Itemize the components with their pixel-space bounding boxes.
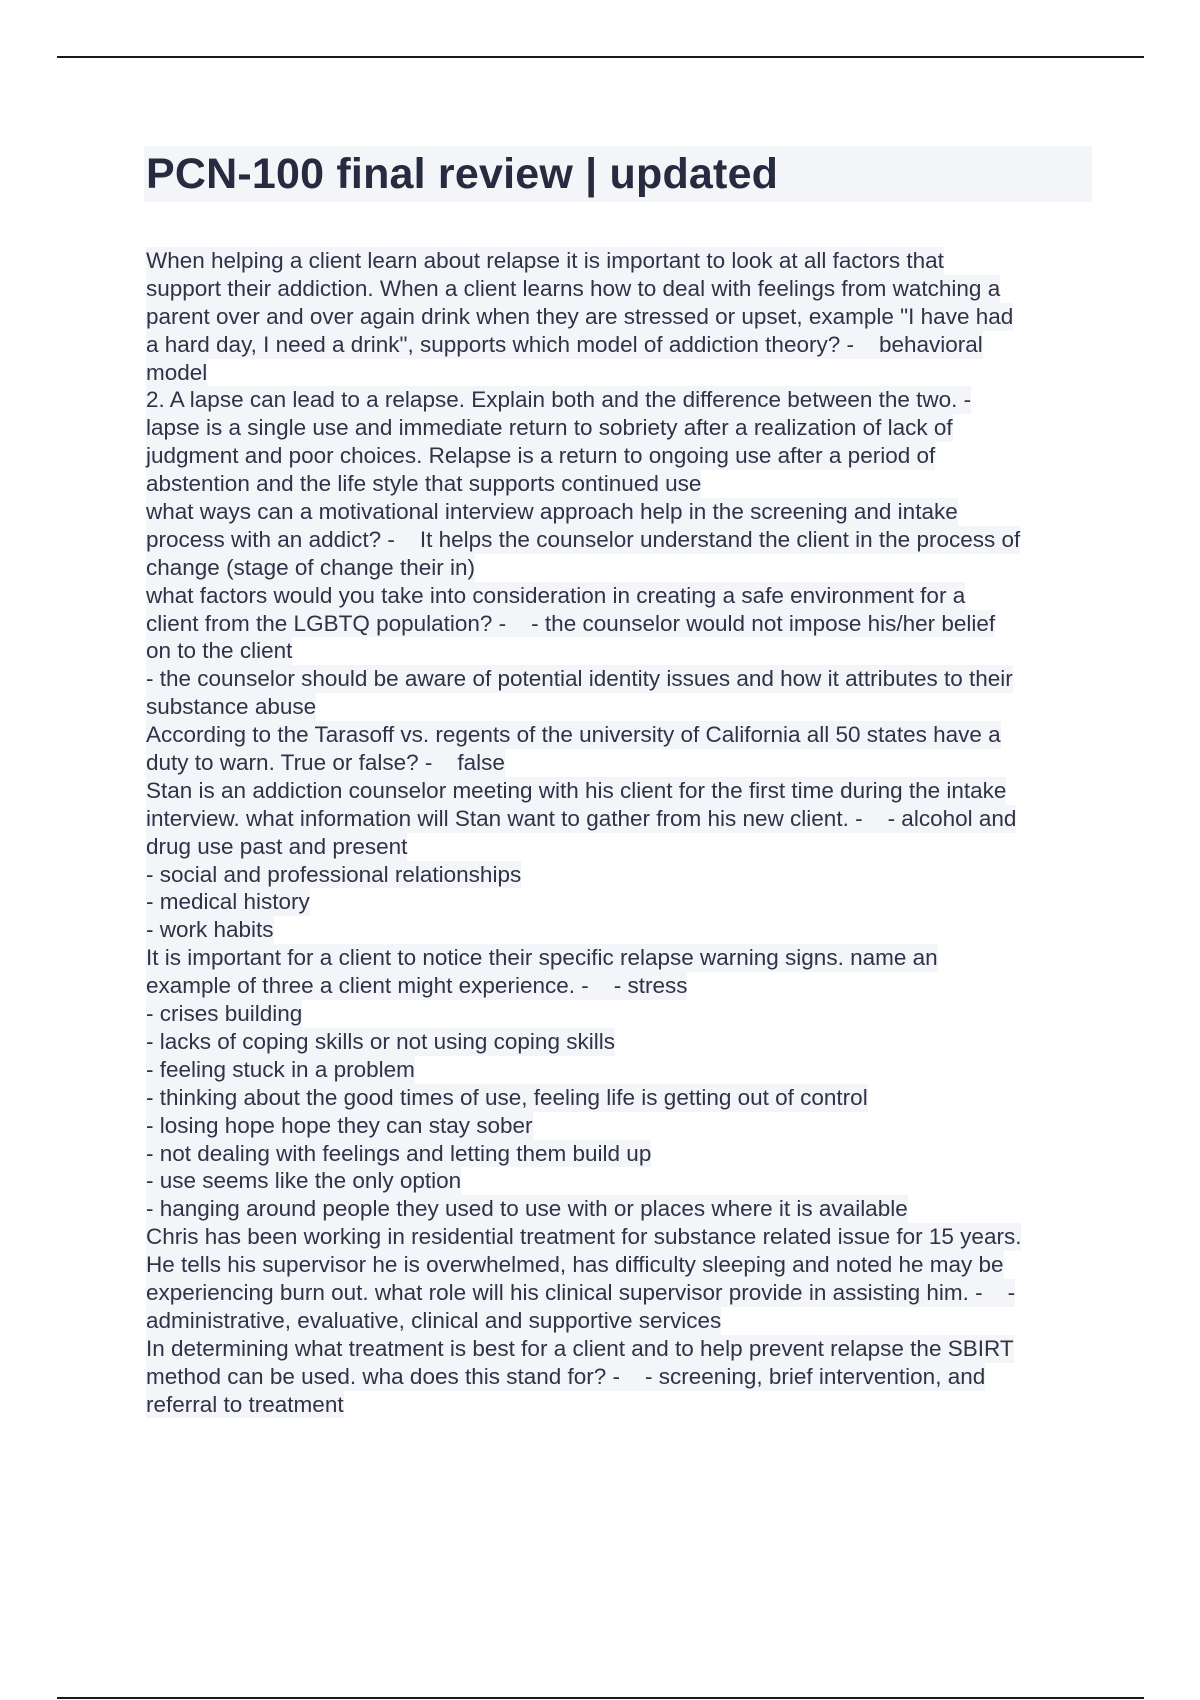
document-title: PCN-100 final review | updated: [146, 150, 779, 198]
text-line: judgment and poor choices. Relapse is a return to ongoing use after a period of: [146, 443, 936, 469]
text-line: process with an addict? - It helps the counselor understand the client in the process of: [146, 526, 1021, 552]
text-line: client from the LGBTQ population? - - the counselor would not impose his/her belief: [146, 610, 996, 636]
text-line: When helping a client learn about relapse it is important to look at all factors that: [146, 248, 944, 273]
text-line: experiencing burn out. what role will his clinical supervisor provide in assisting him. - -: [146, 1279, 1016, 1305]
text-line: - the counselor should be aware of potential identity issues and how it attributes to their: [146, 666, 1013, 692]
top-rule: [57, 56, 1144, 58]
text-line: - losing hope hope they can stay sober: [146, 1112, 533, 1138]
text-line: 2. A lapse can lead to a relapse. Explain both and the difference between the two. -: [146, 387, 972, 413]
text-line: - thinking about the good times of use, feeling life is getting out of control: [146, 1084, 868, 1110]
document-body: [146, 247, 1106, 1418]
text-line: - hanging around people they used to use with or places where it is available: [146, 1196, 908, 1222]
text-line: - crises building: [146, 1001, 303, 1027]
text-line: change (stage of change their in): [146, 554, 475, 580]
text-line: He tells his supervisor he is overwhelmed, has difficulty sleeping and noted he may be: [146, 1252, 1004, 1278]
text-line: It is important for a client to notice their specific relapse warning signs. name an: [146, 945, 938, 971]
text-line: According to the Tarasoff vs. regents of the university of California all 50 states have a: [146, 722, 1001, 748]
text-line: In determining what treatment is best for a client and to help prevent relapse the SBIRT: [146, 1335, 1014, 1361]
text-line: substance abuse: [146, 694, 317, 720]
text-line: - work habits: [146, 917, 274, 943]
text-line: interview. what information will Stan want to gather from his new client. - - alcohol and: [146, 805, 1017, 831]
bottom-rule: [57, 1697, 1144, 1699]
text-line: Stan is an addiction counselor meeting with his client for the first time during the intake: [146, 777, 1007, 803]
text-line: example of three a client might experience. - - stress: [146, 973, 688, 999]
text-line: what factors would you take into consideration in creating a safe environment for a: [146, 582, 966, 608]
text-line: referral to treatment: [146, 1391, 344, 1417]
text-line: - use seems like the only option: [146, 1168, 462, 1194]
text-line: method can be used. wha does this stand for? - - screening, brief intervention, and: [146, 1363, 986, 1389]
text-line: administrative, evaluative, clinical and supportive services: [146, 1307, 722, 1333]
text-line: parent over and over again drink when they are stressed or upset, example "I have had: [146, 303, 1014, 329]
text-line: lapse is a single use and immediate return to sobriety after a realization of lack of: [146, 415, 953, 441]
text-line: - feeling stuck in a problem: [146, 1056, 415, 1082]
text-line: abstention and the life style that supports continued use: [146, 471, 702, 497]
text-line: duty to warn. True or false? - false: [146, 750, 505, 776]
text-line: a hard day, I need a drink", supports which model of addiction theory? - behavioral: [146, 331, 983, 357]
text-line: on to the client: [146, 638, 293, 664]
text-line: - medical history: [146, 889, 310, 915]
text-line: support their addiction. When a client learns how to deal with feelings from watching a: [146, 275, 1001, 301]
text-line: model: [146, 359, 208, 385]
text-line: drug use past and present: [146, 833, 408, 859]
text-line: - not dealing with feelings and letting them build up: [146, 1140, 652, 1166]
text-line: what ways can a motivational interview approach help in the screening and intake: [146, 499, 958, 525]
text-line: - social and professional relationships: [146, 861, 522, 887]
text-line: Chris has been working in residential treatment for substance related issue for 15 years.: [146, 1224, 1022, 1250]
text-line: - lacks of coping skills or not using coping skills: [146, 1028, 615, 1054]
